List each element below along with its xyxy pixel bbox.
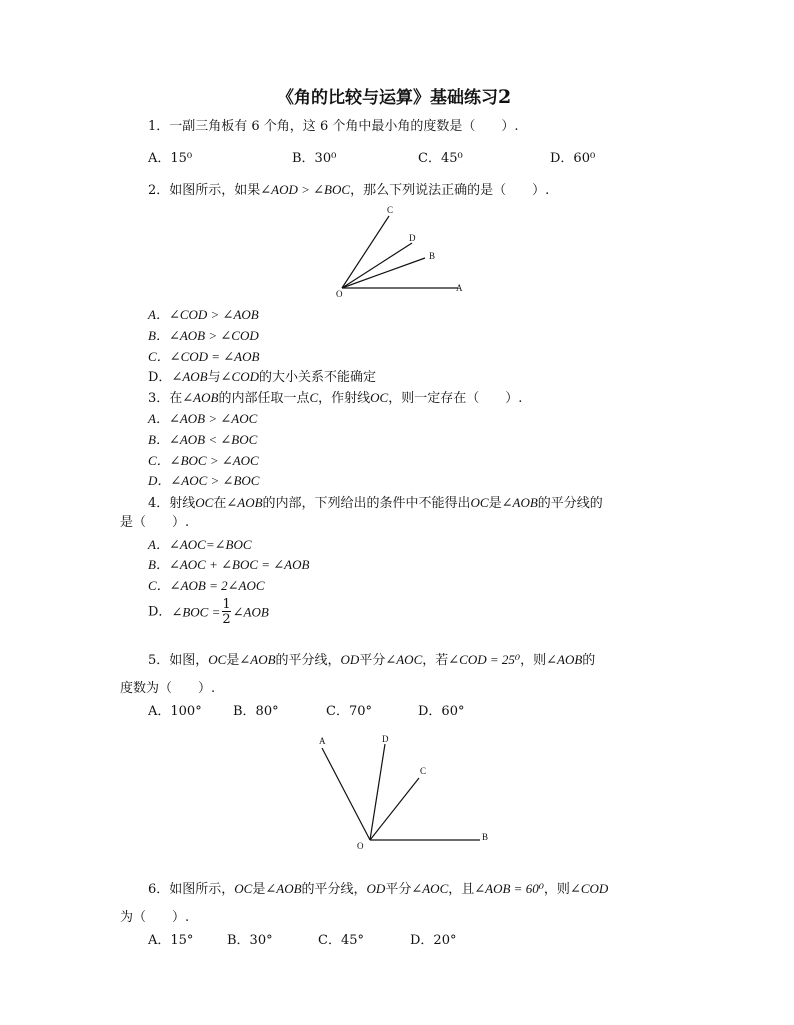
q5-label-a: A — [319, 736, 326, 746]
q1-option-d: D．60⁰ — [550, 151, 596, 166]
q5-label-d: D — [382, 734, 389, 744]
q6-option-a: A．15° — [148, 933, 194, 948]
page-title — [277, 88, 511, 107]
q3-option-b: B．∠AOB < ∠BOC — [148, 432, 258, 447]
q5-option-a: A．100° — [148, 704, 202, 719]
q2-d-math2: ∠COD — [220, 369, 259, 384]
q4-d-fraction — [222, 598, 230, 626]
q6-option-d: D．20° — [410, 933, 457, 948]
q2-stem-pre: 2．如图所示，如果 — [148, 183, 261, 198]
q5-stem-mid2: 的平分线， — [275, 653, 341, 668]
q5-stem-post: 的 — [582, 653, 596, 668]
q3-option-a: A．∠AOB > ∠AOC — [148, 411, 258, 426]
q5-stem-math4: ∠AOC — [385, 652, 423, 667]
q6-stem — [148, 882, 608, 896]
q2-stem-math: ∠AOD > ∠BOC — [260, 182, 351, 197]
q5-stem-math5: ∠COD = 25⁰ — [448, 652, 521, 667]
q2-ray-od — [342, 243, 412, 288]
q1-stem: 1．一副三角板有 6 个角，这 6 个角中最小角的度数是（ ）. — [148, 119, 519, 134]
q3-option-d: D．∠AOC > ∠BOC — [148, 473, 260, 488]
q6-stem-math3: OD — [366, 881, 386, 896]
q3-stem-math2: C — [309, 390, 319, 405]
q4-stem-math4: ∠AOB — [501, 495, 538, 510]
q4-stem-mid2: 的内部，下列给出的条件中不能得出 — [262, 496, 471, 511]
q4-d-pre: D． — [148, 604, 172, 620]
q5-option-c: C．70° — [326, 704, 372, 719]
q6-stem-mid5: ，则 — [543, 882, 570, 897]
q6-stem-math2: ∠AOB — [265, 881, 302, 896]
q3-stem-mid1: 的内部任取一点 — [218, 391, 310, 406]
q5-ray-oa — [322, 748, 370, 840]
q5-ray-od — [370, 744, 385, 840]
q6-stem-math1: OC — [234, 881, 253, 896]
q4-stem-mid1: 在 — [213, 496, 227, 511]
q2-stem — [148, 183, 549, 197]
title-number: 2 — [498, 86, 512, 108]
q2-option-b: B．∠AOB > ∠COD — [148, 328, 259, 343]
q2-d-mid: 与 — [207, 370, 221, 385]
q5-stem-math6: ∠AOB — [546, 652, 583, 667]
q5-stem — [148, 653, 595, 667]
q5-ray-oc — [370, 778, 419, 840]
q6-stem-pre: 6．如图所示， — [148, 882, 235, 897]
q2-d-post: 的大小关系不能确定 — [258, 370, 376, 385]
q2-option-c: C．∠COD = ∠AOB — [148, 349, 260, 364]
q2-label-a: A — [456, 283, 463, 293]
q6-stem-mid3: 平分 — [385, 882, 412, 897]
q4-d-math2: ∠AOB — [232, 604, 269, 620]
q3-stem-mid2: ，作射线 — [318, 391, 371, 406]
q4-option-c: C．∠AOB = 2∠AOC — [148, 578, 265, 593]
q2-label-c: C — [387, 205, 394, 215]
q2-option-d — [148, 370, 376, 384]
q4-option-d — [148, 598, 269, 626]
q5-label-b: B — [482, 832, 489, 842]
q6-stem-math6: ∠COD — [569, 881, 609, 896]
q2-label-o: O — [336, 289, 343, 299]
q2-label-d: D — [409, 233, 416, 243]
q2-label-b: B — [429, 251, 436, 261]
q2-d-pre: D． — [148, 370, 172, 385]
q4-stem-line2: 是（ ）. — [120, 515, 190, 530]
q2-figure — [330, 200, 480, 300]
q5-stem-math3: OD — [340, 652, 360, 667]
q6-stem-line2: 为（ ）. — [120, 910, 190, 925]
q5-stem-line2: 度数为（ ）. — [120, 681, 216, 696]
q5-stem-math1: OC — [208, 652, 227, 667]
q5-label-o: O — [357, 841, 364, 851]
q6-stem-math4: ∠AOC — [411, 881, 449, 896]
q4-stem — [148, 496, 603, 510]
q4-d-math1: ∠BOC = — [171, 604, 221, 620]
q2-stem-post: ，那么下列说法正确的是（ ）. — [350, 183, 550, 198]
q4-option-a: A．∠AOC=∠BOC — [148, 537, 252, 552]
q3-stem — [148, 391, 522, 405]
q5-stem-math2: ∠AOB — [239, 652, 276, 667]
q1-option-c: C．45⁰ — [418, 151, 463, 166]
q2-d-math1: ∠AOB — [171, 369, 208, 384]
q6-stem-math5: ∠AOB = 60⁰ — [474, 881, 544, 896]
title-text: 《角的比较与运算》基础练习 — [277, 88, 498, 108]
q4-stem-pre: 4．射线 — [148, 496, 196, 511]
q1-option-a: A．15⁰ — [148, 151, 193, 166]
q5-stem-mid3: 平分 — [359, 653, 386, 668]
q5-stem-mid5: ，则 — [520, 653, 547, 668]
q4-d-denominator: 2 — [222, 612, 231, 627]
q6-option-c: C．45° — [318, 933, 364, 948]
q3-stem-pre: 3．在 — [148, 391, 183, 406]
q5-option-d: D．60° — [418, 704, 465, 719]
q5-figure — [310, 728, 500, 853]
q6-option-b: B．30° — [227, 933, 273, 948]
q4-stem-math2: ∠AOB — [226, 495, 263, 510]
q4-stem-math1: OC — [195, 495, 214, 510]
q4-stem-math3: OC — [470, 495, 489, 510]
q6-stem-mid4: ，且 — [448, 882, 475, 897]
q3-stem-math3: OC — [370, 390, 389, 405]
q4-option-b: B．∠AOC + ∠BOC = ∠AOB — [148, 557, 310, 572]
q6-stem-mid1: 是 — [252, 882, 266, 897]
q5-stem-mid1: 是 — [226, 653, 240, 668]
q3-stem-math1: ∠AOB — [182, 390, 219, 405]
q4-d-numerator: 1 — [222, 597, 231, 612]
q2-ray-oc — [342, 216, 389, 288]
q5-stem-pre: 5．如图， — [148, 653, 209, 668]
q1-option-b: B．30⁰ — [292, 151, 337, 166]
q5-label-c: C — [420, 766, 427, 776]
q2-option-a: A．∠COD > ∠AOB — [148, 307, 259, 322]
q3-stem-post: ，则一定存在（ ）. — [388, 391, 523, 406]
q5-stem-mid4: ，若 — [422, 653, 449, 668]
q2-ray-ob — [342, 258, 425, 288]
q4-stem-post: 的平分线的 — [537, 496, 603, 511]
q4-stem-mid3: 是 — [488, 496, 502, 511]
q5-option-b: B．80° — [233, 704, 279, 719]
q6-stem-mid2: 的平分线， — [301, 882, 367, 897]
q3-option-c: C．∠BOC > ∠AOC — [148, 453, 259, 468]
